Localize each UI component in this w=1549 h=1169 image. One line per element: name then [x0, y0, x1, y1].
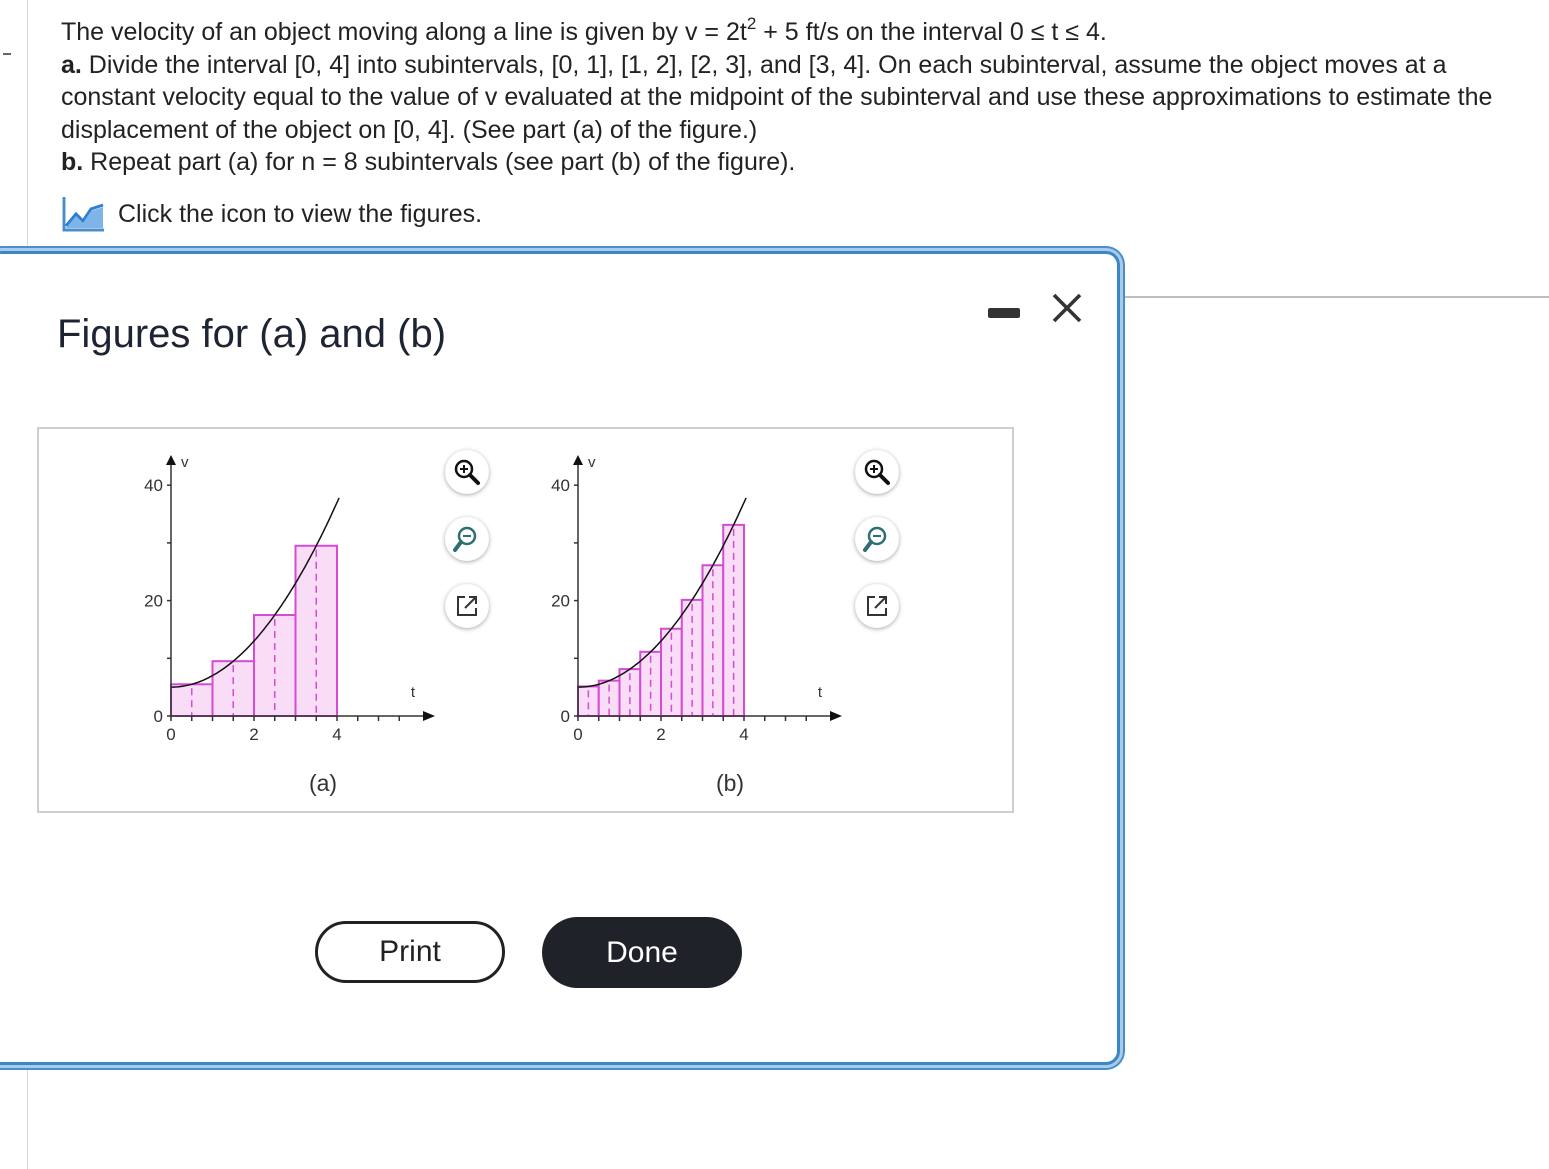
- part-b-label: b.: [61, 148, 84, 176]
- exponent: 2: [746, 14, 757, 33]
- y-tick-label: 0: [153, 707, 163, 726]
- problem-intro-text: The velocity of an object moving along a line is given by v = 2t: [61, 18, 747, 46]
- x-axis-label: t: [817, 684, 823, 701]
- part-b-text: Repeat part (a) for n = 8 subintervals (see part (b) of the figure).: [83, 148, 796, 176]
- y-tick-label: 40: [551, 476, 570, 496]
- chart-icon[interactable]: [61, 194, 106, 234]
- x-tick-label: 0: [573, 725, 583, 744]
- close-icon: [1049, 290, 1085, 326]
- close-button[interactable]: [1049, 290, 1085, 326]
- popout-icon: [454, 593, 480, 619]
- minimize-button[interactable]: [988, 304, 1020, 318]
- part-a-label: a.: [61, 50, 82, 79]
- problem-intro-text-end: + 5 ft/s on the interval 0 ≤ t ≤ 4.: [756, 18, 1107, 46]
- x-axis-arrow: [830, 711, 842, 721]
- y-tick-label: 20: [144, 591, 163, 611]
- figure-b: [446, 429, 866, 814]
- graph-a-svg: [39, 429, 459, 809]
- view-figures-row[interactable]: [61, 194, 482, 234]
- y-axis-arrow: [166, 455, 176, 465]
- zoom-in-button-a[interactable]: [445, 450, 489, 494]
- view-figures-link[interactable]: Click the icon to view the figures.: [118, 199, 483, 228]
- y-tick-label: 0: [560, 707, 570, 726]
- x-axis-label: t: [410, 684, 416, 701]
- zoom-out-button-a[interactable]: [445, 517, 489, 561]
- figure-caption: (a): [308, 770, 338, 796]
- part-b: [61, 146, 1521, 179]
- x-tick-label: 0: [166, 725, 176, 744]
- y-tick-label: 40: [144, 476, 163, 496]
- dialog-title: Figures for (a) and (b): [57, 312, 447, 356]
- part-a-text: Divide the interval [0, 4] into subintervals, [0, 1], [1, 2], [2, 3], and [3, 4]. On each subinterval, assume the object moves at a constant velocity equal to the value of v evaluated at the midpoint of the subinterval and use these approximations to estimate the displacement of the object on [0, 4]. (See part (a) of the figure.): [61, 50, 1493, 144]
- problem-statement: [61, 16, 1521, 179]
- x-axis-arrow: [423, 711, 435, 721]
- zoom-in-icon: [862, 457, 892, 487]
- popout-button-b[interactable]: [855, 584, 899, 628]
- zoom-out-icon: [452, 524, 482, 554]
- x-tick-label: 4: [332, 725, 342, 744]
- part-a: [61, 49, 1521, 147]
- figures-panel: [37, 427, 1014, 813]
- y-tick-label: 20: [551, 591, 570, 611]
- zoom-out-button-b[interactable]: [855, 517, 899, 561]
- graph-b-svg: [446, 429, 866, 809]
- bar-3: [254, 615, 296, 716]
- problem-intro: [61, 16, 1521, 49]
- x-tick-label: 4: [739, 725, 749, 744]
- popout-button-a[interactable]: [445, 584, 489, 628]
- modal-header-rule: [1124, 296, 1549, 298]
- done-button[interactable]: Done: [542, 917, 742, 988]
- x-tick-label: 2: [656, 725, 666, 744]
- popout-icon: [864, 593, 890, 619]
- zoom-in-icon: [452, 457, 482, 487]
- figure-a: [39, 429, 459, 814]
- left-gutter-mark: [3, 53, 11, 55]
- x-tick-label: 2: [249, 725, 259, 744]
- zoom-out-icon: [862, 524, 892, 554]
- y-axis-label: v: [588, 454, 596, 471]
- minimize-icon: [988, 308, 1020, 318]
- zoom-in-button-b[interactable]: [855, 450, 899, 494]
- figure-caption: (b): [715, 770, 745, 796]
- y-axis-arrow: [573, 455, 583, 465]
- print-button[interactable]: Print: [315, 921, 505, 983]
- y-axis-label: v: [181, 454, 189, 471]
